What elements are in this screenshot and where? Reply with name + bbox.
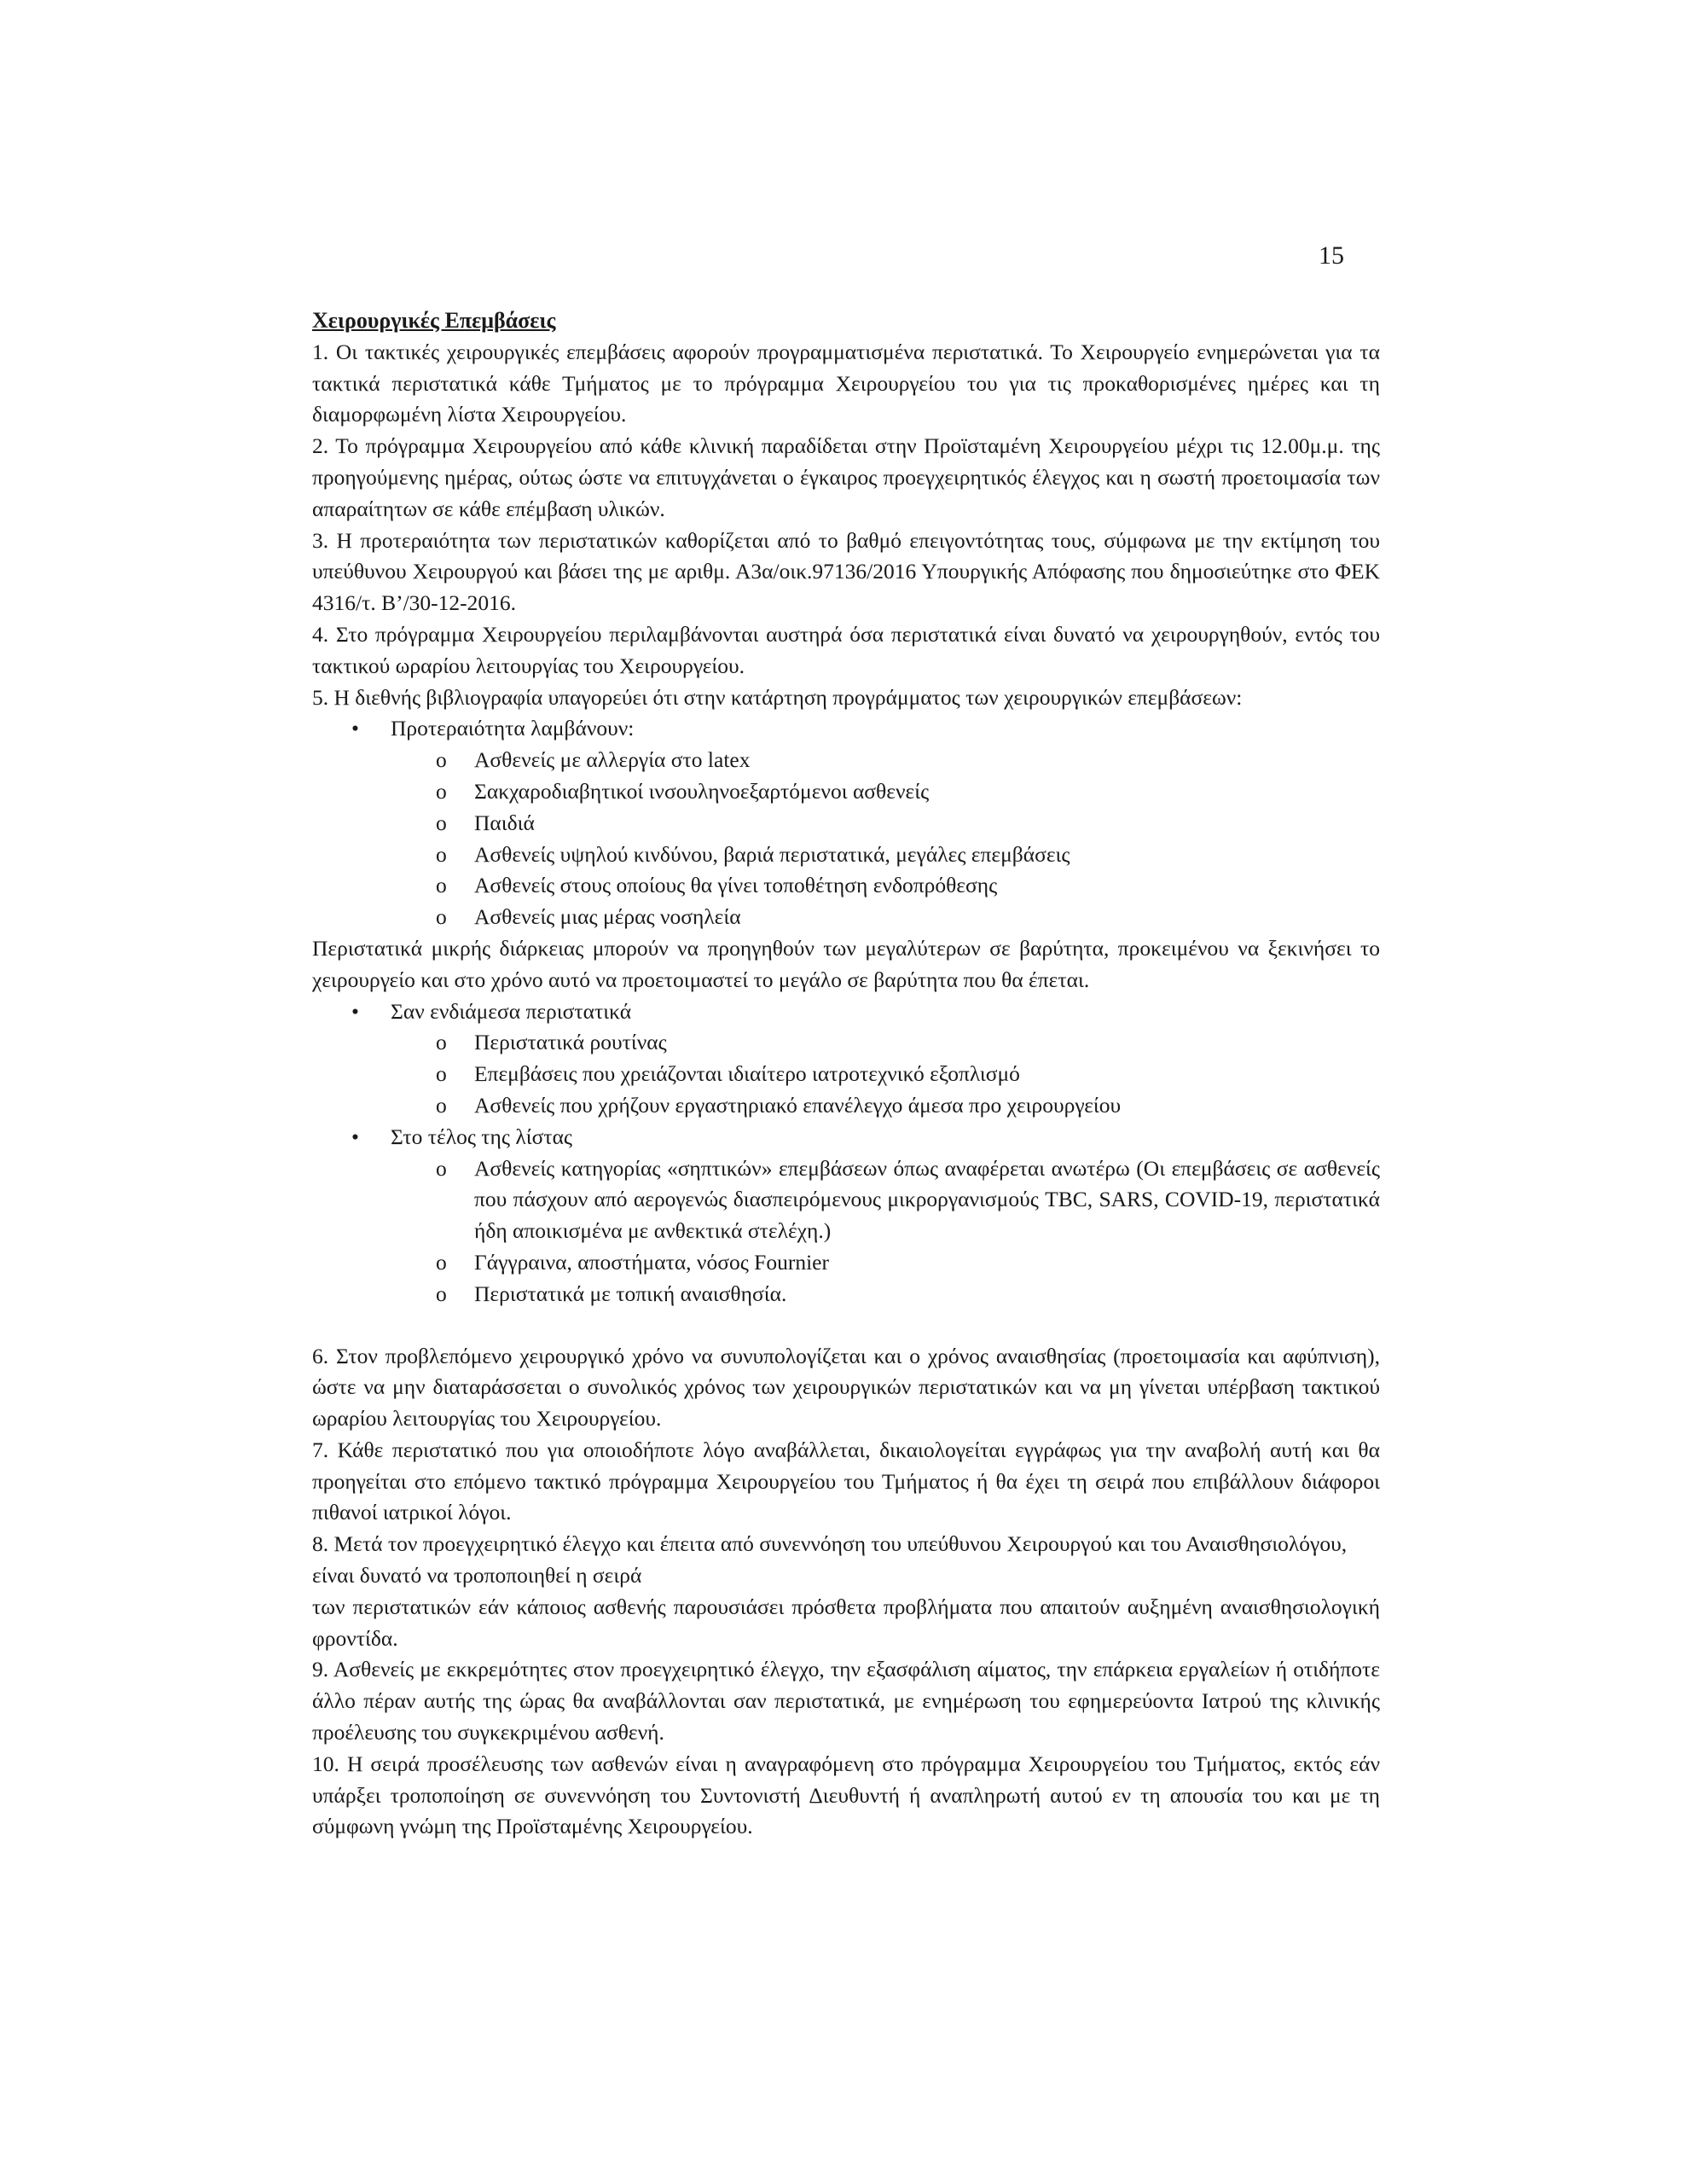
list-item: o Γάγγραινα, αποστήματα, νόσος Fournier	[312, 1247, 1380, 1279]
list-item: o Ασθενείς που χρήζουν εργαστηριακό επανέλεγχο άμεσα προ χειρουργείου	[312, 1090, 1380, 1122]
paragraph-4: 4. Στο πρόγραμμα Χειρουργείου περιλαμβάνονται αυστηρά όσα περιστατικά είναι δυνατό να χειρουργηθούν, εντός του τακτικού ωραρίου λειτουργίας του Χειρουργείου.	[312, 621, 1380, 678]
list-item: o Περιστατικά ρουτίνας	[312, 1027, 1380, 1059]
list-item: o Σακχαροδιαβητικοί ινσουληνοεξαρτόμενοι ασθενείς	[312, 776, 1380, 808]
paragraph-3: 3. Η προτεραιότητα των περιστατικών καθορίζεται από το βαθμό επειγοντότητας τους, σύμφωνα με την εκτίμηση του υπεύθυνου Χειρουργού και βάσει της με αριθμ. Α3α/οικ.97136/2016 Υπουργικής Απόφασης που δημοσιεύτηκε στο ΦΕΚ 4316/τ. Β’/30-12-2016.	[312, 527, 1380, 616]
paragraph-10: 10. Η σειρά προσέλευσης των ασθενών είναι η αναγραφόμενη στο πρόγραμμα Χειρουργείου του Τμήματος, εκτός εάν υπάρξει τροποποίηση σε συνεννόηση του Συντονιστή Διευθυντή ή αναπληρωτή αυτού εν τη απουσία του και με τη σύμφωνη γνώμη της Προϊσταμένης Χειρουργείου.	[312, 1751, 1380, 1839]
list-item: o Ασθενείς στους οποίους θα γίνει τοποθέτηση ενδοπρόθεσης	[312, 870, 1380, 902]
bullet-priority: • Προτεραιότητα λαμβάνουν:	[312, 713, 1380, 745]
paragraph-8-continued: των περιστατικών εάν κάποιος ασθενής παρουσιάσει πρόσθετα προβλήματα που απαιτούν αυξημένη αναισθησιολογική φροντίδα.	[312, 1594, 1380, 1651]
section-heading: Χειρουργικές Επεμβάσεις	[312, 308, 556, 333]
paragraph-6: 6. Στον προβλεπόμενο χειρουργικό χρόνο να συνυπολογίζεται και ο χρόνος αναισθησίας (προετοιμασία και αφύπνιση), ώστε να μην διαταράσσεται ο συνολικός χρόνος των χειρουργικών περιστατικών και να μη γίνεται υπέρβαση τακτικού ωραρίου λειτουργίας του Χειρουργείου.	[312, 1343, 1380, 1432]
list-item: o Περιστατικά με τοπική αναισθησία.	[312, 1279, 1380, 1310]
bullet-intermediate: • Σαν ενδιάμεσα περιστατικά	[312, 996, 1380, 1028]
paragraph-9: 9. Ασθενείς με εκκρεμότητες στον προεγχειρητικό έλεγχο, την εξασφάλιση αίματος, την επάρκεια εργαλείων ή οτιδήποτε άλλο πέραν αυτής της ώρας θα αναβάλλονται σαν περιστατικά, με ενημέρωση του εφημερεύοντα Ιατρού της κλινικής προέλευσης του συγκεκριμένου ασθενή.	[312, 1657, 1380, 1745]
paragraph-7: 7. Κάθε περιστατικό που για οποιοδήποτε λόγο αναβάλλεται, δικαιολογείται εγγράφως για την αναβολή αυτή και θα προηγείται στο επόμενο τακτικό πρόγραμμα Χειρουργείου του Τμήματος ή θα έχει τη σειρά που επιβάλλουν διάφοροι πιθανοί ιατρικοί λόγοι.	[312, 1437, 1380, 1525]
paragraph-5: 5. Η διεθνής βιβλιογραφία υπαγορεύει ότι στην κατάρτηση προγράμματος των χειρουργικών επεμβάσεων:	[312, 684, 1243, 710]
page-number: 15	[1319, 241, 1344, 270]
list-item: o Ασθενείς με αλλεργία στο latex	[312, 745, 1380, 776]
list-item: o Παιδιά	[312, 808, 1380, 839]
paragraph-1: 1. Οι τακτικές χειρουργικές επεμβάσεις αφορούν προγραμματισμένα περιστατικά. Το Χειρουργείο ενημερώνεται για τα τακτικά περιστατικά κάθε Τμήματος με το πρόγραμμα Χειρουργείου του για τις προκαθορισμένες ημέρες και τη διαμορφωμένη λίστα Χειρουργείου.	[312, 339, 1380, 427]
spacer	[312, 1310, 1380, 1341]
bullet-end-of-list: • Στο τέλος της λίστας	[312, 1122, 1380, 1153]
list-item: o Ασθενείς υψηλού κινδύνου, βαριά περιστατικά, μεγάλες επεμβάσεις	[312, 839, 1380, 871]
paragraph-8: 8. Μετά τον προεγχειρητικό έλεγχο και έπειτα από συνεννόηση του υπεύθυνου Χειρουργού και του Αναισθησιολόγου, είναι δυνατό να τροποποιηθεί η σειρά	[312, 1531, 1348, 1589]
short-cases-note: Περιστατικά μικρής διάρκειας μπορούν να προηγηθούν των μεγαλύτερων σε βαρύτητα, προκειμένου να ξεκινήσει το χειρουργείο και στο χρόνο αυτό να προετοιμαστεί το μεγάλο σε βαρύτητα που θα έπεται.	[312, 935, 1380, 992]
list-item: o Ασθενείς μιας μέρας νοσηλεία	[312, 902, 1380, 933]
document-body	[312, 305, 1380, 1843]
list-item: o Ασθενείς κατηγορίας «σηπτικών» επεμβάσεων όπως αναφέρεται ανωτέρω (Οι επεμβάσεις σε ασθενείς που πάσχουν από αερογενώς διασπειρόμενους μικροργανισμούς TBC, SARS, COVID-19, περιστατικά ήδη αποικισμένα με ανθεκτικά στελέχη.)	[312, 1153, 1380, 1247]
list-item: o Επεμβάσεις που χρειάζονται ιδιαίτερο ιατροτεχνικό εξοπλισμό	[312, 1059, 1380, 1090]
paragraph-2: 2. Το πρόγραμμα Χειρουργείου από κάθε κλινική παραδίδεται στην Προϊσταμένη Χειρουργείου μέχρι τις 12.00μ.μ. της προηγούμενης ημέρας, ούτως ώστε να επιτυγχάνεται ο έγκαιρος προεγχειρητικός έλεγχος και η σωστή προετοιμασία των απαραίτητων σε κάθε επέμβαση υλικών.	[312, 433, 1380, 521]
